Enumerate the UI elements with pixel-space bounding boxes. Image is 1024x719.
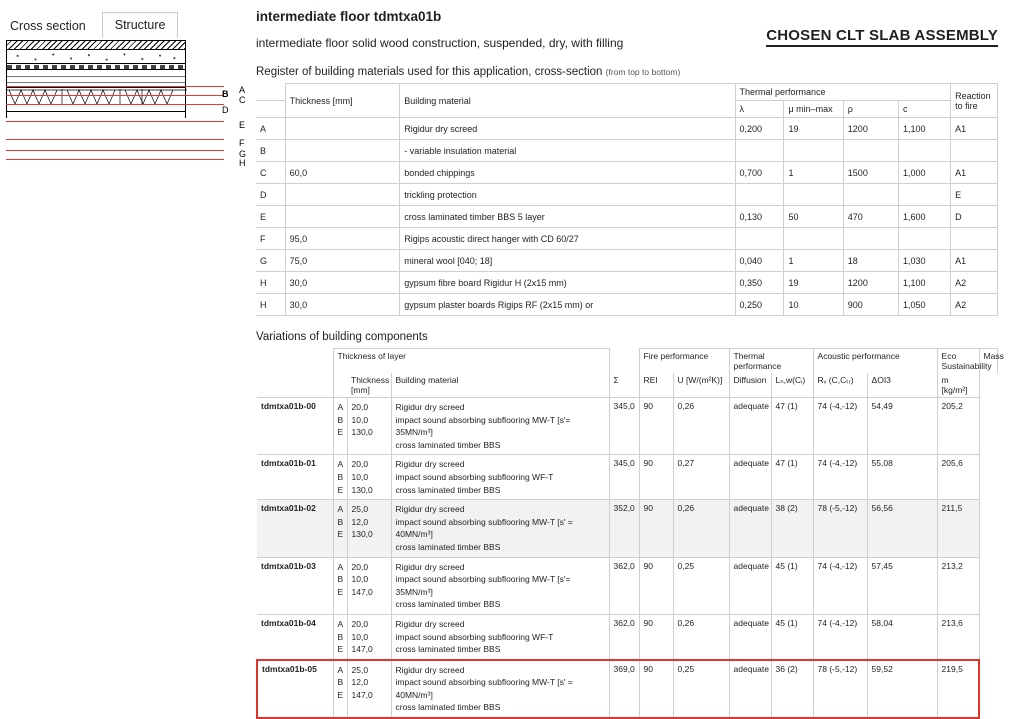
materials-cell-material: bonded chippings bbox=[400, 162, 735, 184]
variations-cell-materials: Rigidur dry screed impact sound absorbing subflooring MW-T [s'= 35MN/m³] cross laminated timber BBS bbox=[391, 398, 609, 455]
variations-cell-materials: Rigidur dry screed impact sound absorbing subflooring MW-T [s' = 40MN/m³] cross laminated timber BBS bbox=[391, 660, 609, 718]
materials-head-c: c bbox=[898, 101, 950, 118]
materials-cell-mu: 19 bbox=[784, 118, 843, 140]
materials-cell-mu: 10 bbox=[784, 294, 843, 316]
variations-head-sigma: Σ bbox=[609, 373, 639, 398]
materials-cell-c: 1,030 bbox=[898, 250, 950, 272]
variations-table-body bbox=[257, 398, 998, 719]
variations-cell-id: tdmtxa01b-02 bbox=[257, 500, 333, 557]
cross-section-image bbox=[6, 40, 186, 118]
materials-header-row-1 bbox=[256, 84, 998, 101]
variations-head-mass: Mass bbox=[979, 349, 997, 374]
leader-line-e bbox=[6, 121, 224, 122]
variations-cell-letters: A B E bbox=[333, 455, 347, 500]
materials-cell-lambda bbox=[735, 184, 784, 206]
table-row bbox=[257, 398, 998, 455]
materials-cell-material: trickling protection bbox=[400, 184, 735, 206]
materials-cell-fire: A1 bbox=[951, 162, 998, 184]
variations-cell-diffusion: adequate bbox=[729, 500, 771, 557]
materials-cell-mu bbox=[784, 228, 843, 250]
register-caption-text: Register of building materials used for this application, cross-section bbox=[256, 66, 603, 78]
variations-head-lnw: Lₙ,w(Cᵢ) bbox=[771, 373, 813, 398]
variations-cell-diffusion: adequate bbox=[729, 660, 771, 718]
materials-cell-fire: A2 bbox=[951, 294, 998, 316]
table-row bbox=[257, 455, 998, 500]
table-row bbox=[257, 660, 998, 718]
variations-cell-thicknesses: 20,0 10,0 130,0 bbox=[347, 398, 391, 455]
variations-cell-lnw: 45 (1) bbox=[771, 557, 813, 614]
variations-cell-lnw: 47 (1) bbox=[771, 398, 813, 455]
variations-cell-mass: 219,5 bbox=[937, 660, 979, 718]
materials-head-reaction-fire: Reaction to fire bbox=[951, 84, 998, 118]
materials-cell-id: H bbox=[256, 294, 285, 316]
materials-cell-fire bbox=[951, 228, 998, 250]
table-row bbox=[257, 500, 998, 557]
variations-cell-rei: 90 bbox=[639, 455, 673, 500]
materials-cell-rho: 18 bbox=[843, 250, 898, 272]
materials-cell-lambda: 0,350 bbox=[735, 272, 784, 294]
variations-cell-diffusion: adequate bbox=[729, 398, 771, 455]
variations-head-thickness-of-layer: Thickness of layer bbox=[333, 349, 609, 374]
table-row bbox=[256, 162, 998, 184]
variations-head-rw: Rᵥ (C,Cₜᵣ) bbox=[813, 373, 867, 398]
materials-cell-lambda: 0,250 bbox=[735, 294, 784, 316]
materials-cell-rho: 1200 bbox=[843, 118, 898, 140]
tab-bar bbox=[0, 0, 245, 38]
variations-cell-oi3: 56,56 bbox=[867, 500, 937, 557]
materials-cell-material: cross laminated timber BBS 5 layer bbox=[400, 206, 735, 228]
layer-gypsum-fibre-board bbox=[7, 106, 185, 112]
variations-cell-letters: A B E bbox=[333, 557, 347, 614]
layer-label-g: G bbox=[239, 149, 247, 159]
materials-cell-id: H bbox=[256, 272, 285, 294]
variations-cell-diffusion: adequate bbox=[729, 455, 771, 500]
materials-cell-material: mineral wool [040; 18] bbox=[400, 250, 735, 272]
page-subtitle: intermediate floor solid wood construction, suspended, dry, with filling bbox=[256, 36, 624, 50]
variations-cell-letters: A B E bbox=[333, 500, 347, 557]
materials-head-lambda: λ bbox=[735, 101, 784, 118]
materials-cell-id: D bbox=[256, 184, 285, 206]
materials-cell-rho: 1200 bbox=[843, 272, 898, 294]
variations-cell-materials: Rigidur dry screed impact sound absorbing subflooring MW-T [s' = 40MN/m³] cross laminated timber BBS bbox=[391, 500, 609, 557]
variations-head-blank-2 bbox=[257, 373, 333, 398]
variations-head-thermal: Thermal performance bbox=[729, 349, 813, 374]
variations-cell-letters: A B E bbox=[333, 660, 347, 718]
variations-cell-id: tdmtxa01b-00 bbox=[257, 398, 333, 455]
leader-line-h bbox=[6, 159, 224, 160]
materials-cell-material: Rigidur dry screed bbox=[400, 118, 735, 140]
variations-cell-rw: 74 (-4,-12) bbox=[813, 398, 867, 455]
variations-head-rei: REI bbox=[639, 373, 673, 398]
materials-cell-lambda: 0,200 bbox=[735, 118, 784, 140]
variations-cell-id: tdmtxa01b-03 bbox=[257, 557, 333, 614]
layer-label-c: C bbox=[239, 95, 246, 105]
materials-cell-thickness: 95,0 bbox=[285, 228, 400, 250]
variations-head-blank-sigma bbox=[609, 349, 639, 374]
variations-cell-thicknesses: 20,0 10,0 147,0 bbox=[347, 614, 391, 659]
materials-head-blank-2 bbox=[256, 101, 285, 118]
variations-cell-u: 0,26 bbox=[673, 500, 729, 557]
materials-cell-c: 1,600 bbox=[898, 206, 950, 228]
variations-cell-letters: A B E bbox=[333, 614, 347, 659]
layer-mineral-wool bbox=[7, 89, 185, 105]
variations-cell-u: 0,27 bbox=[673, 455, 729, 500]
variations-cell-sigma: 362,0 bbox=[609, 557, 639, 614]
leader-line-f bbox=[6, 139, 224, 140]
tab-cross-section[interactable]: Cross section bbox=[6, 15, 96, 39]
materials-head-material: Building material bbox=[400, 84, 735, 118]
materials-cell-c: 1,050 bbox=[898, 294, 950, 316]
variations-cell-id: tdmtxa01b-05 bbox=[257, 660, 333, 718]
table-row bbox=[257, 557, 998, 614]
table-row bbox=[256, 206, 998, 228]
variations-head-material: Building material bbox=[391, 373, 609, 398]
variations-cell-mass: 211,5 bbox=[937, 500, 979, 557]
table-row bbox=[256, 118, 998, 140]
variations-cell-oi3: 58,04 bbox=[867, 614, 937, 659]
materials-cell-material: gypsum plaster boards Rigips RF (2x15 mm) or bbox=[400, 294, 735, 316]
variations-cell-materials: Rigidur dry screed impact sound absorbing subflooring WF-T cross laminated timber BBS bbox=[391, 614, 609, 659]
variations-caption: Variations of building components bbox=[256, 331, 428, 343]
layer-label-a: A bbox=[239, 85, 246, 95]
layer-label-f: F bbox=[239, 138, 245, 148]
materials-cell-thickness bbox=[285, 140, 400, 162]
materials-cell-id: G bbox=[256, 250, 285, 272]
materials-cell-c bbox=[898, 228, 950, 250]
materials-cell-mu: 50 bbox=[784, 206, 843, 228]
variations-cell-rei: 90 bbox=[639, 660, 673, 718]
table-row bbox=[256, 294, 998, 316]
materials-cell-lambda bbox=[735, 140, 784, 162]
layer-trickling-protection bbox=[7, 65, 185, 70]
leader-line-c bbox=[6, 95, 224, 96]
table-row bbox=[256, 250, 998, 272]
variations-cell-lnw: 36 (2) bbox=[771, 660, 813, 718]
materials-cell-lambda: 0,040 bbox=[735, 250, 784, 272]
variations-cell-rei: 90 bbox=[639, 614, 673, 659]
leader-line-d bbox=[6, 104, 224, 105]
variations-cell-oi3: 57,45 bbox=[867, 557, 937, 614]
variations-cell-rw: 74 (-4,-12) bbox=[813, 455, 867, 500]
variations-header-row-2 bbox=[257, 373, 998, 398]
variations-cell-id: tdmtxa01b-01 bbox=[257, 455, 333, 500]
table-row bbox=[256, 272, 998, 294]
layer-label-h: H bbox=[239, 158, 246, 168]
variations-cell-sigma: 345,0 bbox=[609, 398, 639, 455]
variations-cell-lnw: 45 (1) bbox=[771, 614, 813, 659]
variations-cell-diffusion: adequate bbox=[729, 557, 771, 614]
variations-cell-diffusion: adequate bbox=[729, 614, 771, 659]
variations-cell-u: 0,25 bbox=[673, 557, 729, 614]
materials-cell-mu bbox=[784, 140, 843, 162]
table-row bbox=[257, 614, 998, 659]
materials-cell-material: - variable insulation material bbox=[400, 140, 735, 162]
materials-cell-c bbox=[898, 140, 950, 162]
variations-cell-u: 0,26 bbox=[673, 614, 729, 659]
materials-cell-rho: 900 bbox=[843, 294, 898, 316]
chosen-assembly-note: CHOSEN CLT SLAB ASSEMBLY bbox=[766, 27, 998, 47]
materials-cell-c: 1,100 bbox=[898, 118, 950, 140]
variations-cell-rw: 74 (-4,-12) bbox=[813, 557, 867, 614]
materials-cell-c: 1,100 bbox=[898, 272, 950, 294]
materials-cell-mu: 19 bbox=[784, 272, 843, 294]
materials-cell-mu: 1 bbox=[784, 162, 843, 184]
variations-cell-rw: 78 (-5,-12) bbox=[813, 500, 867, 557]
variations-cell-rei: 90 bbox=[639, 557, 673, 614]
materials-cell-rho bbox=[843, 184, 898, 206]
materials-cell-id: F bbox=[256, 228, 285, 250]
variations-head-eco: Eco Sustainability bbox=[937, 349, 979, 374]
cross-section-diagram bbox=[6, 40, 247, 168]
layer-label-e: E bbox=[239, 120, 246, 130]
layer-label-d: D bbox=[222, 105, 229, 115]
variations-header-row-1 bbox=[257, 349, 998, 374]
variations-cell-rei: 90 bbox=[639, 500, 673, 557]
variations-cell-lnw: 47 (1) bbox=[771, 455, 813, 500]
variations-cell-oi3: 54,49 bbox=[867, 398, 937, 455]
table-row bbox=[256, 140, 998, 162]
materials-cell-thickness bbox=[285, 184, 400, 206]
main-content bbox=[256, 0, 1024, 713]
variations-cell-sigma: 362,0 bbox=[609, 614, 639, 659]
materials-cell-fire: E bbox=[951, 184, 998, 206]
materials-cell-lambda: 0,700 bbox=[735, 162, 784, 184]
materials-head-blank bbox=[256, 84, 285, 101]
variations-cell-materials: Rigidur dry screed impact sound absorbing subflooring MW-T [s'= 35MN/m³] cross laminated timber BBS bbox=[391, 557, 609, 614]
layer-label-b: B bbox=[222, 89, 229, 99]
variations-cell-mass: 213,6 bbox=[937, 614, 979, 659]
variations-cell-oi3: 55,08 bbox=[867, 455, 937, 500]
materials-cell-thickness bbox=[285, 206, 400, 228]
variations-head-diffusion: Diffusion bbox=[729, 373, 771, 398]
materials-cell-fire bbox=[951, 140, 998, 162]
variations-cell-sigma: 345,0 bbox=[609, 455, 639, 500]
left-panel bbox=[0, 0, 245, 659]
variations-cell-u: 0,26 bbox=[673, 398, 729, 455]
layer-chippings bbox=[7, 51, 185, 64]
materials-head-thickness: Thickness [mm] bbox=[285, 84, 400, 118]
variations-cell-sigma: 369,0 bbox=[609, 660, 639, 718]
variations-cell-thicknesses: 20,0 10,0 130,0 bbox=[347, 455, 391, 500]
layer-gypsum-plaster-board bbox=[7, 113, 185, 119]
page-title: intermediate floor tdmtxa01b bbox=[256, 9, 442, 24]
materials-cell-id: C bbox=[256, 162, 285, 184]
materials-table-body bbox=[256, 118, 998, 316]
variations-cell-thicknesses: 20,0 10,0 147,0 bbox=[347, 557, 391, 614]
variations-head-blank-letters bbox=[333, 373, 347, 398]
materials-cell-id: B bbox=[256, 140, 285, 162]
variations-head-mass-unit: m [kg/m²] bbox=[937, 373, 979, 398]
table-row bbox=[256, 184, 998, 206]
materials-head-thermal: Thermal performance bbox=[735, 84, 951, 101]
materials-table bbox=[256, 83, 998, 316]
materials-cell-rho: 470 bbox=[843, 206, 898, 228]
materials-cell-material: gypsum fibre board Rigidur H (2x15 mm) bbox=[400, 272, 735, 294]
variations-head-u: U [W/(m²K)] bbox=[673, 373, 729, 398]
materials-cell-fire: D bbox=[951, 206, 998, 228]
materials-cell-thickness bbox=[285, 118, 400, 140]
register-caption bbox=[256, 66, 1024, 78]
variations-head-oi3: ΔOI3 bbox=[867, 373, 937, 398]
materials-cell-id: A bbox=[256, 118, 285, 140]
materials-head-rho: ρ bbox=[843, 101, 898, 118]
variations-cell-oi3: 59,52 bbox=[867, 660, 937, 718]
materials-cell-mu: 1 bbox=[784, 250, 843, 272]
materials-cell-c bbox=[898, 184, 950, 206]
variations-cell-mass: 205,2 bbox=[937, 398, 979, 455]
variations-cell-rei: 90 bbox=[639, 398, 673, 455]
register-caption-note: (from top to bottom) bbox=[605, 67, 681, 77]
leader-line-b bbox=[6, 86, 224, 87]
materials-cell-c: 1,000 bbox=[898, 162, 950, 184]
materials-cell-id: E bbox=[256, 206, 285, 228]
materials-cell-thickness: 60,0 bbox=[285, 162, 400, 184]
materials-head-mu: μ min–max bbox=[784, 101, 843, 118]
materials-cell-rho: 1500 bbox=[843, 162, 898, 184]
materials-cell-fire: A1 bbox=[951, 118, 998, 140]
leader-line-g bbox=[6, 150, 224, 151]
tab-structure[interactable]: Structure bbox=[102, 12, 179, 39]
materials-cell-thickness: 30,0 bbox=[285, 294, 400, 316]
variations-cell-lnw: 38 (2) bbox=[771, 500, 813, 557]
variations-cell-thicknesses: 25,0 12,0 130,0 bbox=[347, 500, 391, 557]
variations-table bbox=[256, 348, 1004, 719]
variations-cell-id: tdmtxa01b-04 bbox=[257, 614, 333, 659]
materials-cell-thickness: 75,0 bbox=[285, 250, 400, 272]
variations-cell-sigma: 352,0 bbox=[609, 500, 639, 557]
materials-cell-rho bbox=[843, 228, 898, 250]
variations-head-blank bbox=[257, 349, 333, 374]
variations-head-thickness-mm: Thickness [mm] bbox=[347, 373, 391, 398]
zigzag-icon bbox=[7, 89, 187, 105]
materials-cell-thickness: 30,0 bbox=[285, 272, 400, 294]
materials-cell-mu bbox=[784, 184, 843, 206]
variations-cell-letters: A B E bbox=[333, 398, 347, 455]
materials-cell-fire: A2 bbox=[951, 272, 998, 294]
materials-cell-lambda: 0,130 bbox=[735, 206, 784, 228]
variations-cell-rw: 78 (-5,-12) bbox=[813, 660, 867, 718]
variations-cell-mass: 213,2 bbox=[937, 557, 979, 614]
materials-cell-rho bbox=[843, 140, 898, 162]
layer-hatch-screed bbox=[7, 41, 185, 50]
variations-cell-rw: 74 (-4,-12) bbox=[813, 614, 867, 659]
variations-head-acoustic: Acoustic performance bbox=[813, 349, 937, 374]
variations-cell-u: 0,25 bbox=[673, 660, 729, 718]
variations-cell-thicknesses: 25,0 12,0 147,0 bbox=[347, 660, 391, 718]
materials-cell-material: Rigips acoustic direct hanger with CD 60/27 bbox=[400, 228, 735, 250]
materials-table-head bbox=[256, 84, 998, 118]
variations-head-fire: Fire performance bbox=[639, 349, 729, 374]
variations-cell-mass: 205,6 bbox=[937, 455, 979, 500]
variations-cell-materials: Rigidur dry screed impact sound absorbing subflooring WF-T cross laminated timber BBS bbox=[391, 455, 609, 500]
table-row bbox=[256, 228, 998, 250]
variations-table-head bbox=[257, 349, 1004, 398]
materials-cell-lambda bbox=[735, 228, 784, 250]
materials-cell-fire: A1 bbox=[951, 250, 998, 272]
